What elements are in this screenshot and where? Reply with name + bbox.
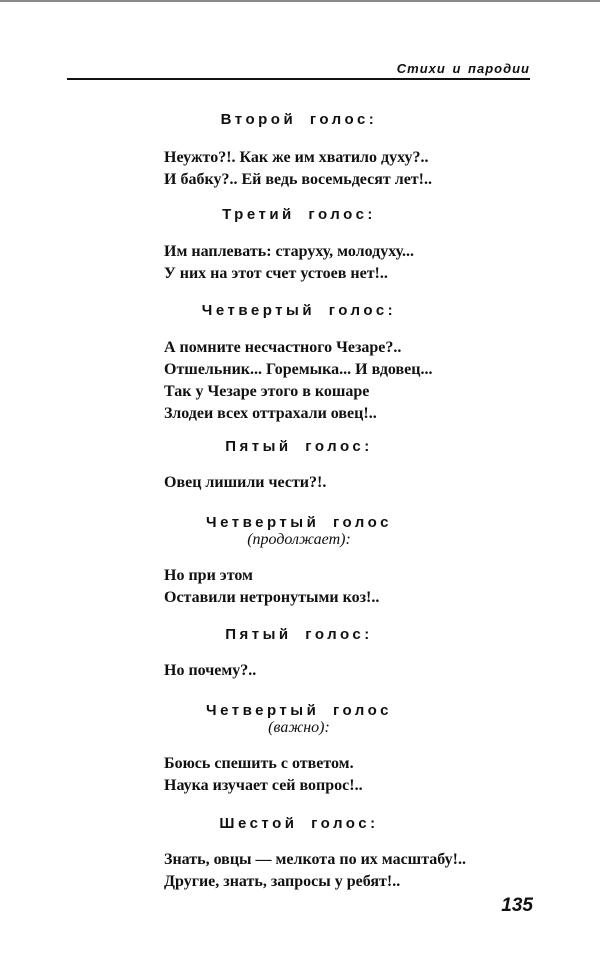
page-top-edge (0, 0, 600, 2)
stage-direction: (важно): (268, 719, 330, 736)
stanza (164, 753, 363, 797)
verse-line: Овец лишили чести?!. (164, 474, 327, 491)
verse-line: Так у Чезаре этого в кошаре (164, 383, 370, 400)
running-head-title: Стихи и пародии (396, 61, 530, 76)
verse-line: И бабку?.. Ей ведь восемьдесят лет!.. (164, 171, 432, 188)
speaker-heading: Третий голос: (222, 206, 376, 223)
speaker-heading (164, 514, 434, 548)
speaker-heading: Второй голос: (220, 111, 378, 128)
verse-line: Им наплевать: старуху, молодуху... (164, 243, 415, 260)
running-head (67, 58, 530, 80)
verse-line: Знать, овцы — мелкота по их масштабу!.. (164, 851, 466, 868)
verse-line: Неужто?!. Как же им хватило духу?.. (164, 149, 429, 166)
stanza (164, 849, 466, 893)
verse-line: Оставили нетронутыми коз!.. (164, 589, 380, 606)
verse-line: У них на этот счет устоев нет!.. (164, 265, 388, 282)
verse-line: Но при этом (164, 567, 253, 584)
speaker-heading: Пятый голос: (225, 438, 373, 455)
verse-line: Наука изучает сей вопрос!.. (164, 777, 363, 794)
speaker-heading (164, 702, 434, 736)
stanza (164, 147, 432, 191)
stanza (164, 472, 326, 494)
speaker-name: Четвертый голос (206, 702, 392, 719)
verse-line: Другие, знать, запросы у ребят!.. (164, 873, 401, 890)
speaker-heading: Пятый голос: (225, 626, 373, 643)
stanza (164, 660, 256, 682)
speaker-name: Четвертый голос (206, 514, 392, 531)
stage-direction: (продолжает): (247, 531, 351, 548)
speaker-heading: Четвертый голос: (201, 302, 397, 319)
verse-line: Но почему?.. (164, 662, 257, 679)
verse-line: Отшельник... Горемыка... И вдовец... (164, 361, 433, 378)
stanza (164, 565, 379, 609)
verse-line: Боюсь спешить с ответом. (164, 755, 354, 772)
stanza (164, 337, 433, 425)
verse-line: А помните несчастного Чезаре?.. (164, 339, 402, 356)
stanza (164, 241, 414, 285)
verse-line: Злодеи всех оттрахали овец!.. (164, 405, 377, 422)
speaker-heading: Шестой голос: (219, 815, 379, 832)
page-number: 135 (501, 895, 533, 916)
